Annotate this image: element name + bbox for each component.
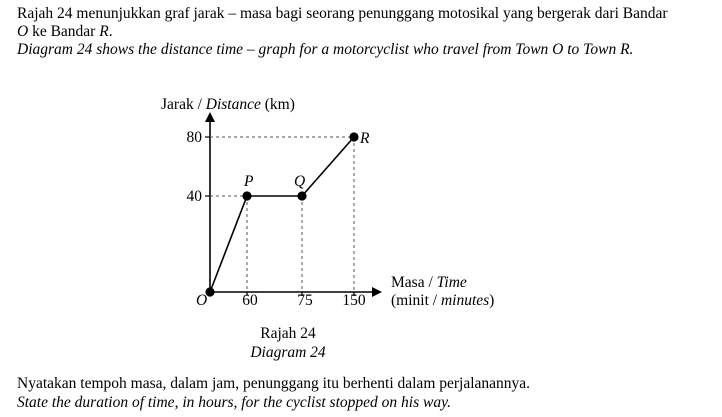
question-english-line: Diagram 24 shows the distance time – graph for a motorcyclist who travel from Town O to Town R.: [17, 41, 634, 58]
x-axis-unit: (minit / minutes): [391, 292, 495, 309]
segment-qr: [302, 137, 354, 196]
x-axis-label: Masa / Time: [391, 274, 467, 291]
y-axis-label: Jarak / Distance (km): [161, 96, 295, 113]
point-r: [349, 132, 358, 141]
diagram-caption-malay: Rajah 24: [260, 325, 316, 342]
guide-lines: [210, 137, 354, 292]
y-tick-label-40: 40: [186, 188, 202, 205]
point-markers: [205, 130, 370, 297]
x-tick-label-75: 75: [297, 292, 313, 309]
diagram-caption-english: Diagram 24: [250, 344, 326, 361]
point-label-r: R: [360, 130, 370, 147]
x-axis-arrow-icon: [372, 287, 382, 297]
town-o-label: O: [17, 23, 29, 40]
task-english: State the duration of time, in hours, for the cyclist stopped on his way.: [17, 394, 451, 411]
town-r-label: R: [99, 23, 109, 40]
point-p: [242, 191, 251, 200]
y-tick-label-80: 80: [186, 129, 202, 146]
point-q: [297, 191, 306, 200]
x-tick-label-150: 150: [342, 292, 366, 309]
x-tick-label-60: 60: [242, 292, 258, 309]
point-label-p: P: [244, 173, 254, 190]
origin-label: O: [196, 292, 208, 309]
segment-op: [210, 196, 247, 292]
question-malay-line1: Rajah 24 menunjukkan graf jarak – masa bagi seorang penunggang motosikal yang bergerak dari Bandar: [17, 5, 668, 22]
question-malay-line2: O ke Bandar R.: [17, 23, 113, 40]
point-label-q: Q: [294, 173, 306, 190]
distance-time-series: [210, 137, 354, 292]
y-axis-arrow-icon: [205, 112, 215, 122]
task-malay: Nyatakan tempoh masa, dalam jam, penunggang itu berhenti dalam perjalanannya.: [17, 375, 531, 392]
